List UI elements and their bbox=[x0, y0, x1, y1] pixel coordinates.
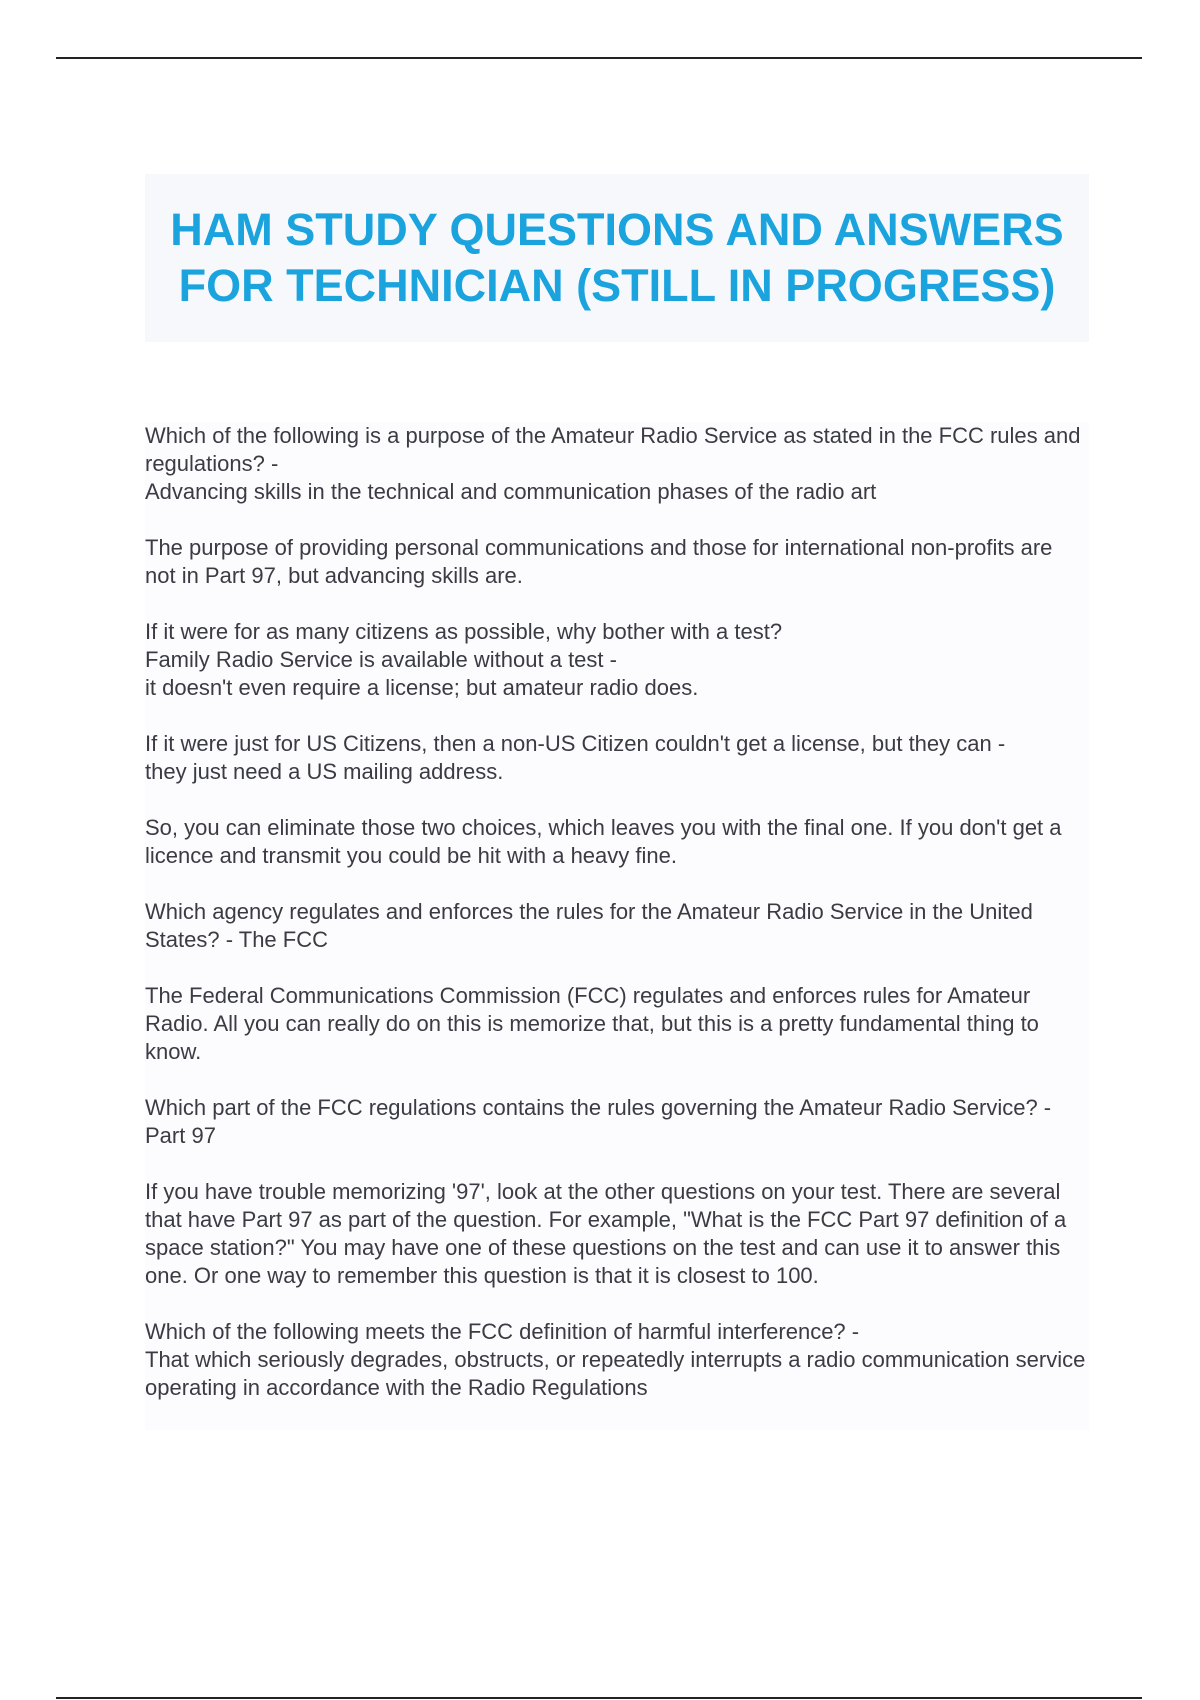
paragraph-purpose-question: Which of the following is a purpose of the Amateur Radio Service as stated in the FCC rules and regulations? - Advancing skills in the technical and communication phases of the radio art bbox=[145, 423, 1081, 504]
paragraph-purpose-explanation: The purpose of providing personal communications and those for international non-profits are not in Part 97, but advancing skills are. bbox=[145, 535, 1059, 588]
paragraph-eliminate-explanation: So, you can eliminate those two choices, which leaves you with the final one. If you don't get a licence and transmit you could be hit with a heavy fine. bbox=[145, 815, 1068, 868]
paragraph-agency-explanation: The Federal Communications Commission (FCC) regulates and enforces rules for Amateur Radio. All you can really do on this is memorize that, but this is a pretty fundamental thing to know. bbox=[145, 983, 1046, 1064]
paragraph-part97-question: Which part of the FCC regulations contains the rules governing the Amateur Radio Service? - Part 97 bbox=[145, 1095, 1058, 1148]
paragraph-agency-question: Which agency regulates and enforces the rules for the Amateur Radio Service in the United States? - The FCC bbox=[145, 899, 1039, 952]
paragraph-part97-explanation: If you have trouble memorizing '97', look at the other questions on your test. There are several that have Part 97 as part of the question. For example, "What is the FCC Part 97 definition of a space station?" You may have one of these questions on the test and can use it to answer this one. Or one way to remember this question is that it is closest to 100. bbox=[145, 1179, 1073, 1288]
title-banner bbox=[145, 174, 1089, 342]
paragraph-citizen-explanation: If it were just for US Citizens, then a non-US Citizen couldn't get a license, but they can - they just need a US mailing address. bbox=[145, 731, 1006, 784]
paragraph-test-explanation: If it were for as many citizens as possible, why bother with a test? Family Radio Service is available without a test - it doesn't even require a license; but amateur radio does. bbox=[145, 619, 783, 700]
paragraph-interference-question: Which of the following meets the FCC definition of harmful interference? - That which seriously degrades, obstructs, or repeatedly interrupts a radio communication service operating in accordance with the Radio Regulations bbox=[145, 1319, 1086, 1400]
top-divider bbox=[56, 57, 1142, 59]
document-body bbox=[145, 422, 1089, 1430]
document-title: HAM STUDY QUESTIONS AND ANSWERS FOR TECHNICIAN (STILL IN PROGRESS) bbox=[170, 204, 1064, 311]
bottom-divider bbox=[56, 1697, 1142, 1699]
